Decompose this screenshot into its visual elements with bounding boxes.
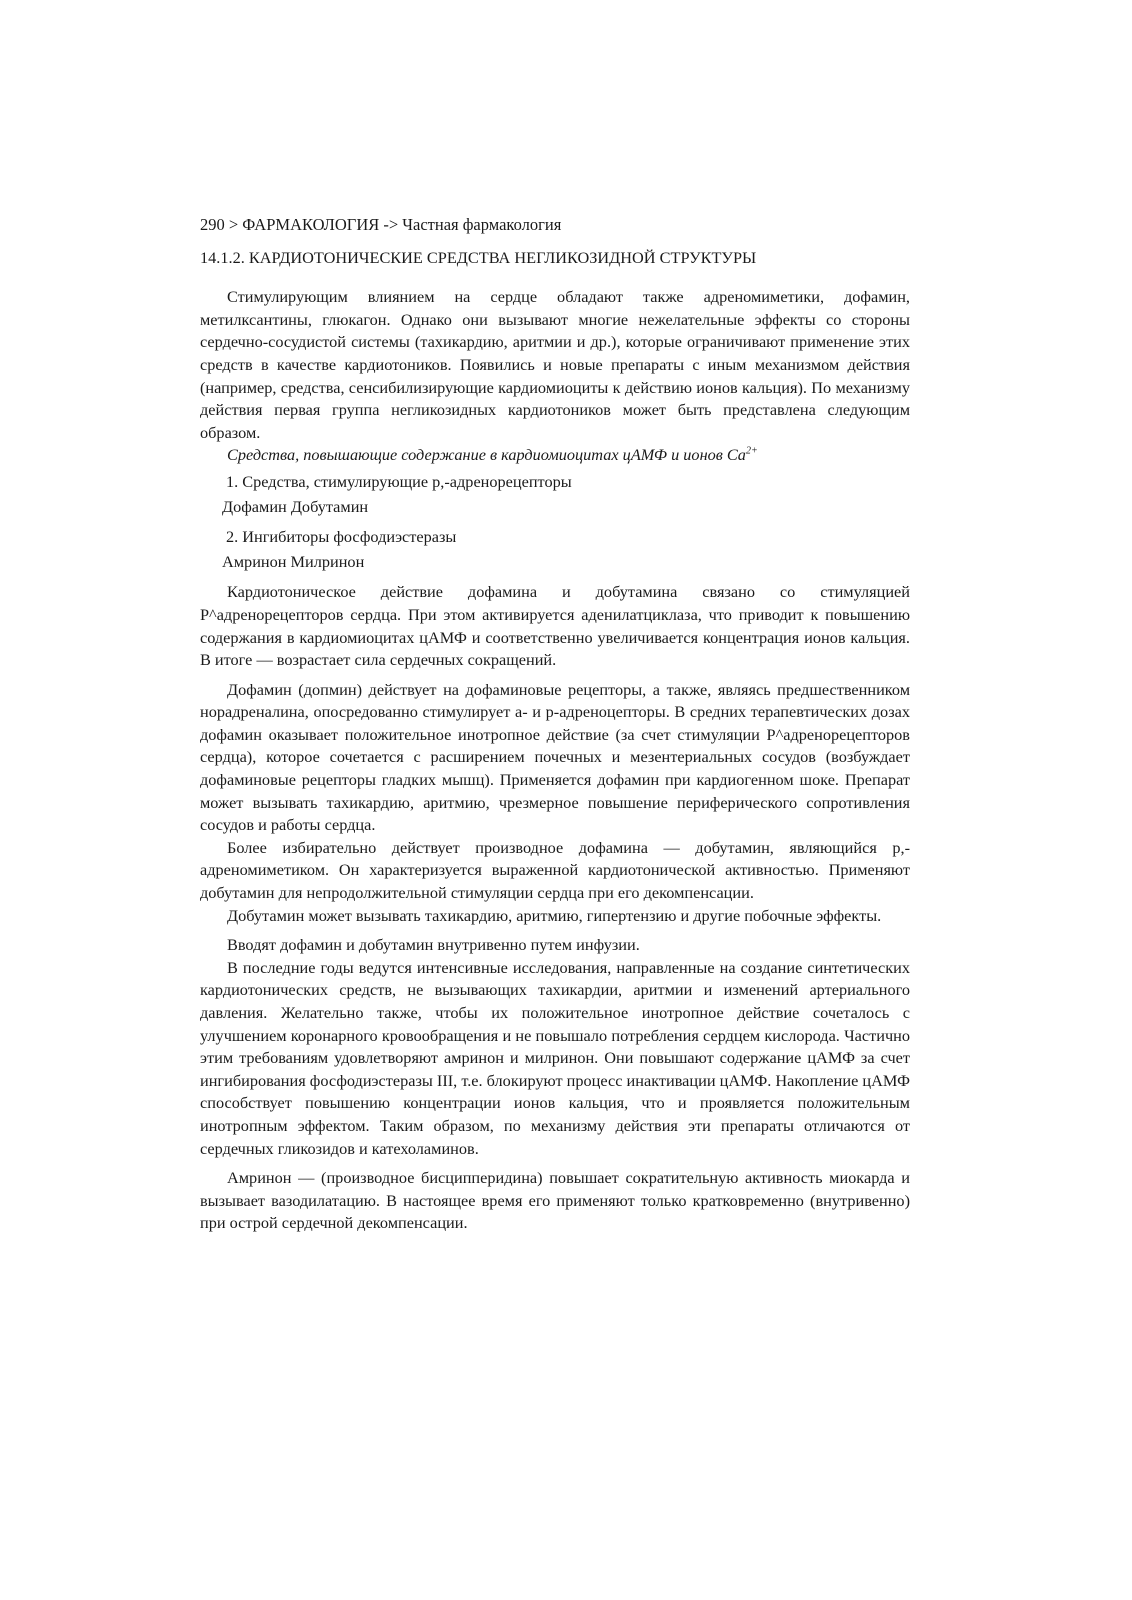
body-paragraph: Более избирательно действует производное дофамина — добутамин, являющийся р,-адреномиметиком. Он характеризуется выраженной кардиотонической активностью. Применяют добутамин для непродолжительной стимуляции сердца при его декомпенсации. xyxy=(200,837,910,903)
body-paragraph: Дофамин (допмин) действует на дофаминовые рецепторы, а также, являясь предшественником норадреналина, опосредованно стимулирует а- и р-адреноцепторы. В средних терапевтических дозах дофамин оказывает положительное инотропное действие (за счет стимуляции Р^адренорецепторов сердца), которое сочетается с расширением почечных и мезентериальных сосудов (возбуждает дофаминовые рецепторы гладких мышц). Применяется дофамин при кардиогенном шоке. Препарат может вызывать тахикардию, аритмию, чрезмерное повышение периферического сопротивления сосудов и работы сердца. xyxy=(200,679,910,835)
body-paragraph: В последние годы ведутся интенсивные исследования, направленные на создание синтетических кардиотонических средств, не вызывающих тахикардии, аритмии и изменений артериального давления. Желательно также, чтобы их положительное инотропное действие сочеталось с улучшением коронарного кровообращения и не повышало потребления сердцем кислорода. Частично этим требованиям удовлетворяют амринон и милринон. Они повышают содержание цАМФ за счет ингибирования фосфодиэстеразы III, т.е. блокируют процесс инактивации цАМФ. Накопление цАМФ способствует повышению концентрации ионов кальция, что и проявляется положительным инотропным эффектом. Таким образом, по механизму действия эти препараты отличаются от сердечных гликозидов и катехоламинов. xyxy=(200,957,910,1158)
section-title: 14.1.2. КАРДИОТОНИЧЕСКИЕ СРЕДСТВА НЕГЛИКОЗИДНОЙ СТРУКТУРЫ xyxy=(200,247,757,267)
body-paragraph: Амринон — (производное бисципперидина) повышает сократительную активность миокарда и вызывает вазодилатацию. В настоящее время его применяют только кратковременно (внутривенно) при острой сердечной декомпенсации. xyxy=(200,1168,910,1233)
classification-heading-text: Средства, повышающие содержание в кардиомиоцитах цАМФ и ионов Ca xyxy=(227,445,746,465)
body-paragraph: Кардиотоническое действие дофамина и добутамина связано со стимуляцией Р^адренорецепторов сердца. При этом активируется аденилатциклаза, что приводит к повышению содержания в кардиомиоцитах цАМФ и соответственно увеличивается концентрация ионов кальция. В итоге — возрастает сила сердечных сокращений. xyxy=(200,582,910,670)
body-paragraph: Вводят дофамин и добутамин внутривенно путем инфузии. xyxy=(227,935,640,955)
intro-paragraph: Стимулирующим влиянием на сердце обладают также адреномиметики, дофамин, метилксантины, глюкагон. Однако они вызывают многие нежелательные эффекты со стороны сердечно-сосудистой системы (тахикардию, аритмии и др.), которые ограничивают применение этих средств в качестве кардиотоников. Появились и новые препараты с иным механизмом действия (например, средства, сенсибилизирующие кардиомиоциты к действию ионов кальция). По механизму действия первая группа негликозидных кардиотоников может быть представлена следующим образом. xyxy=(200,287,910,442)
running-head: 290 > ФАРМАКОЛОГИЯ -> Частная фармакология xyxy=(200,215,562,234)
group-drugs: Дофамин Добутамин xyxy=(222,496,369,516)
document-page xyxy=(200,214,910,1235)
group-title: 2. Ингибиторы фосфодиэстеразы xyxy=(226,527,457,547)
body-paragraph: Добутамин может вызывать тахикардию, аритмию, гипертензию и другие побочные эффекты. xyxy=(227,905,882,925)
group-title: 1. Средства, стимулирующие р,-адренорецепторы xyxy=(226,471,572,491)
classification-heading xyxy=(200,444,910,467)
calcium-charge: 2+ xyxy=(745,445,758,457)
group-drugs: Амринон Милринон xyxy=(222,551,365,571)
